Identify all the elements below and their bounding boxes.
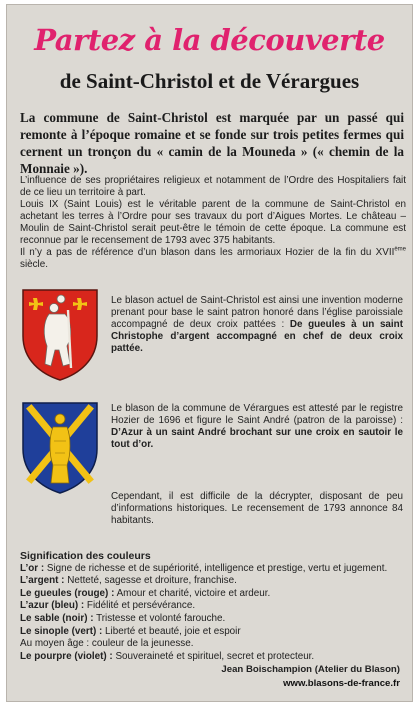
footer (221, 663, 400, 691)
verargues-coat-of-arms-icon (21, 401, 99, 495)
leaflet-page (6, 4, 413, 702)
color-row: Le sinople (vert) : Liberté et beauté, joie et espoir (20, 625, 241, 637)
history-section (20, 175, 406, 271)
verargues-history-text (111, 491, 403, 527)
author-credit: Jean Boischampion (Atelier du Blason) (221, 664, 400, 675)
color-meanings-heading: Signification des couleurs (20, 550, 151, 562)
history-p3-text: Il n’y a pas de référence d’un blason dans les armoriaux Hozier de la fin du XVII (20, 247, 395, 258)
saint-christol-description: Le blason actuel de Saint-Christol est ainsi une invention moderne prenant pour base le saint patron honoré dans l’église paroissiale accompagné de deux croix pattées : (111, 295, 403, 330)
saint-christol-blason-text (111, 295, 403, 355)
color-meanings-section (20, 550, 410, 663)
history-p3-end: siècle. (20, 259, 48, 270)
website-link[interactable]: www.blasons-de-france.fr (283, 678, 400, 689)
color-row: L’azur (bleu) : Fidélité et persévérance. (20, 600, 196, 612)
history-paragraph-1: L’influence de ses propriétaires religieux et notamment de l’Ordre des Hospitaliers fait de ce lieu un territoire à part. (20, 175, 406, 198)
saint-christol-coat-of-arms-icon (21, 288, 99, 382)
saint-christol-blazon: De gueules à un saint Christophe d’argent accompagné en chef de deux croix pattée. (111, 319, 403, 354)
color-row: Le sable (noir) : Tristesse et volonté farouche. (20, 612, 226, 624)
verargues-paragraph-2: Cependant, il est difficile de la décrypter, disposant de peu d’informations historiques. Le recensement de 1793 annonce 84 habitants. (111, 491, 403, 526)
page-title: Partez à la découverte (34, 23, 385, 57)
color-row: L’or : Signe de richesse et de supériorité, intelligence et prestige, vertu et jugement. (20, 562, 388, 574)
color-row: Le gueules (rouge) : Amour et charité, victoire et ardeur. (20, 587, 271, 599)
verargues-blason-text (111, 403, 403, 451)
history-paragraph-2: Louis IX (Saint Louis) est le véritable parent de la commune de Saint-Christol en achetant les terres à l’Ordre pour ses travaux du port d’Aigues Mortes. Le château – Moulin de Saint-Christol serait peut-être le témoin de cette époque. La commune est reconnue par le recensement de 1793 avec 375 habitants. (20, 199, 406, 246)
color-row: L’argent : Netteté, sagesse et droiture, franchise. (20, 575, 237, 587)
intro-paragraph: La commune de Saint-Christol est marquée par un passé qui remonte à l’époque romaine et se fonde sur trois petites fermes qui cernent un tronçon du « camin de la Mouneda » (« chemin de la Monnaie »). (20, 110, 404, 176)
page-subtitle: de Saint-Christol et de Vérargues (59, 69, 360, 93)
verargues-blazon: D’Azur à un saint André brochant sur une croix en sautoir le tout d’or. (111, 427, 403, 450)
verargues-description: Le blason de la commune de Vérargues est attesté par le registre Hozier de 1696 et figure le Saint André (patron de la paroisse) : (111, 403, 403, 426)
history-p3-sup: ème (394, 246, 406, 253)
color-row: Au moyen âge : couleur de la jeunesse. (20, 638, 194, 650)
history-paragraph-3 (20, 247, 406, 271)
color-row: Le pourpre (violet) : Souveraineté et spirituel, secret et protecteur. (20, 650, 315, 662)
